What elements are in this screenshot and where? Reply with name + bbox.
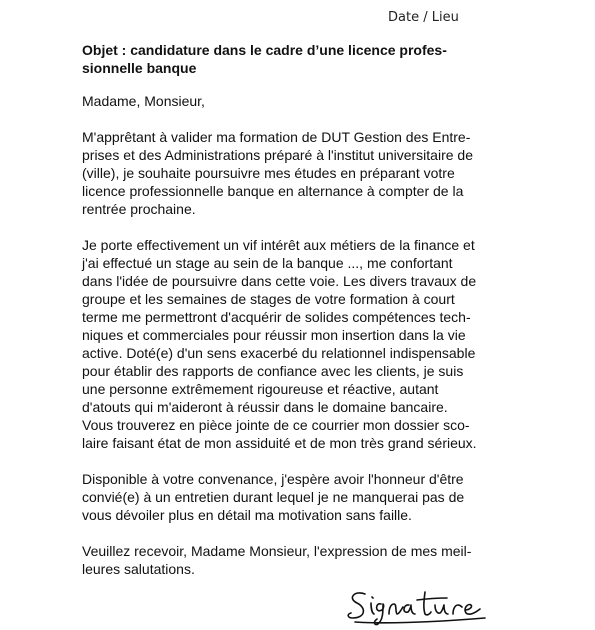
letter-subject (82, 41, 512, 77)
paragraph-line: active. Doté(e) d'un sens exacerbé du relationnel indispensable (82, 345, 476, 361)
paragraph-line: d'atouts qui m'aideront à réussir dans le domaine bancaire. (82, 399, 448, 415)
paragraph-line: convié(e) à un entretien durant lequel je ne manquerai pas de (82, 489, 465, 505)
paragraph-line: Veuillez recevoir, Madame Monsieur, l'expression de mes meil- (82, 543, 472, 559)
date-place: Date / Lieu (388, 10, 459, 25)
letter-salutation: Madame, Monsieur, (82, 93, 205, 109)
signature-icon (345, 588, 495, 628)
paragraph-line: laire faisant état de mon assiduité et de mon très grand sérieux. (82, 435, 477, 451)
paragraph-line: dans l'idée de poursuivre dans cette voie. Les divers travaux de (82, 273, 477, 289)
paragraph-availability (82, 470, 512, 524)
paragraph-line: (ville), je souhaite poursuivre mes études en préparant votre (82, 165, 455, 181)
paragraph-line: une personne extrêmement rigoureuse et réactive, autant (82, 381, 439, 397)
paragraph-line: vous dévoiler plus en détail ma motivation sans faille. (82, 507, 412, 523)
paragraph-line: Disponible à votre convenance, j'espère avoir l'honneur d'être (82, 471, 464, 487)
paragraph-motivation (82, 236, 512, 452)
paragraph-line: prises et des Administrations préparé à l'institut universitaire de (82, 147, 473, 163)
paragraph-closing (82, 542, 512, 578)
paragraph-line: Je porte effectivement un vif intérêt aux métiers de la finance et (82, 237, 475, 253)
paragraph-line: j'ai effectué un stage au sein de la banque ..., me confortant (82, 255, 453, 271)
paragraph-line: niques et commerciales pour réussir mon insertion dans la vie (82, 327, 466, 343)
paragraph-line: rentrée prochaine. (82, 201, 196, 217)
paragraph-line: pour établir des rapports de confiance avec les clients, je suis (82, 363, 464, 379)
paragraph-line: terme me permettront d'acquérir de solides compétences tech- (82, 309, 471, 325)
subject-line: sionnelle banque (82, 60, 197, 76)
paragraph-line: M'apprêtant à valider ma formation de DUT Gestion des Entre- (82, 129, 471, 145)
paragraph-intro (82, 128, 512, 218)
handwritten-signature (345, 588, 495, 628)
paragraph-line: leures salutations. (82, 561, 195, 577)
paragraph-line: licence professionnelle banque en alternance à compter de la (82, 183, 464, 199)
subject-line: Objet : candidature dans le cadre d’une licence profes- (82, 42, 447, 58)
paragraph-line: groupe et les semaines de stages de votre formation à court (82, 291, 455, 307)
paragraph-line: Vous trouverez en pièce jointe de ce courrier mon dossier sco- (82, 417, 470, 433)
letter-body (82, 41, 512, 596)
